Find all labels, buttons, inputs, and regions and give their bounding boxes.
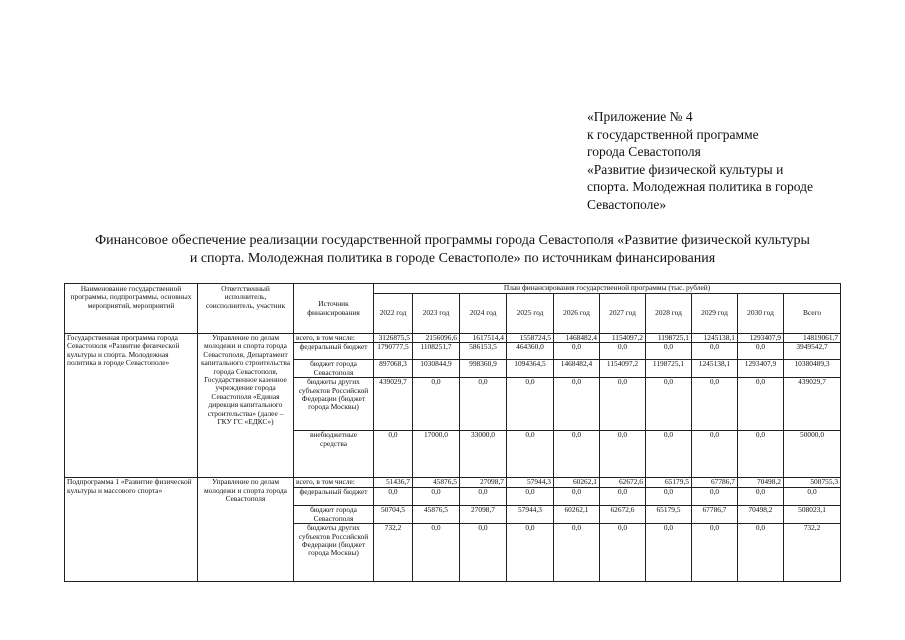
- year-value-cell: 1468482,4: [554, 334, 600, 343]
- header-year: 2029 год: [692, 294, 738, 334]
- year-value-cell: 0,0: [554, 431, 600, 478]
- year-value-cell: 0,0: [738, 488, 784, 506]
- year-value-cell: 0,0: [413, 488, 460, 506]
- funding-source-cell: бюджет города Севастополя: [294, 506, 374, 524]
- year-value-cell: 439029,7: [374, 378, 413, 431]
- total-value-cell: 50000,0: [784, 431, 841, 478]
- header-year: 2022 год: [374, 294, 413, 334]
- year-value-cell: 1030844,9: [413, 360, 460, 378]
- year-value-cell: 1198725,1: [646, 360, 692, 378]
- year-value-cell: 17000,0: [413, 431, 460, 478]
- header-year: 2030 год: [738, 294, 784, 334]
- year-value-cell: 3126875,5: [374, 334, 413, 343]
- year-value-cell: 27098,7: [460, 478, 507, 488]
- year-value-cell: 1790777,5: [374, 343, 413, 360]
- year-value-cell: 0,0: [413, 378, 460, 431]
- funding-source-cell: бюджеты других субъектов Российской Федерации (бюджет города Москвы): [294, 524, 374, 582]
- funding-source-cell: бюджеты других субъектов Российской Федерации (бюджет города Москвы): [294, 378, 374, 431]
- document-title: [40, 232, 865, 268]
- total-value-cell: 3949542,7: [784, 343, 841, 360]
- appendix-line: к государственной программе: [587, 126, 759, 142]
- year-value-cell: 1558724,5: [507, 334, 554, 343]
- responsible-cell: Управление по делам молодежи и спорта города Севастополя, Департамент капитального строительства города Севастополя, Государственное казенное учреждение города Севастополя «Единая дирекция капитального строительства» (далее – ГКУ ГС «ЕДКС»): [198, 334, 294, 478]
- year-value-cell: 0,0: [646, 343, 692, 360]
- year-value-cell: 0,0: [460, 378, 507, 431]
- year-value-cell: 0,0: [600, 524, 646, 582]
- year-value-cell: 67786,7: [692, 478, 738, 488]
- year-value-cell: 897068,3: [374, 360, 413, 378]
- year-value-cell: 1468482,4: [554, 360, 600, 378]
- document-title-line: Финансовое обеспечение реализации государственной программы города Севастополя «Развитие физической культуры: [95, 233, 810, 248]
- total-value-cell: 0,0: [784, 488, 841, 506]
- appendix-line: «Приложение № 4: [587, 109, 693, 124]
- total-value-cell: 732,2: [784, 524, 841, 582]
- year-value-cell: 0,0: [738, 524, 784, 582]
- year-value-cell: 0,0: [460, 524, 507, 582]
- year-value-cell: 0,0: [738, 431, 784, 478]
- year-value-cell: 45876,5: [413, 506, 460, 524]
- appendix-line: «Развитие физической культуры и: [587, 161, 784, 177]
- header-source: Источник финансирования: [294, 284, 374, 334]
- year-value-cell: 0,0: [507, 524, 554, 582]
- year-value-cell: 67786,7: [692, 506, 738, 524]
- year-value-cell: 0,0: [646, 378, 692, 431]
- funding-source-cell: федеральный бюджет: [294, 343, 374, 360]
- total-value-cell: 439029,7: [784, 378, 841, 431]
- header-plan: План финансирования государственной программы (тыс. рублей): [374, 284, 841, 294]
- appendix-line: спорта. Молодежная политика в городе: [587, 179, 813, 194]
- year-value-cell: 57944,3: [507, 478, 554, 488]
- year-value-cell: 70498,2: [738, 478, 784, 488]
- header-total: Всего: [784, 294, 841, 334]
- year-value-cell: 0,0: [554, 378, 600, 431]
- year-value-cell: 0,0: [413, 524, 460, 582]
- year-value-cell: 1245138,1: [692, 360, 738, 378]
- year-value-cell: 0,0: [600, 488, 646, 506]
- year-value-cell: 0,0: [460, 488, 507, 506]
- year-value-cell: 51436,7: [374, 478, 413, 488]
- table-row: [65, 478, 841, 488]
- year-value-cell: 0,0: [554, 343, 600, 360]
- year-value-cell: 464360,0: [507, 343, 554, 360]
- year-value-cell: 0,0: [646, 488, 692, 506]
- appendix-line: Севастополе»: [587, 196, 667, 212]
- total-value-cell: 14819061,7: [784, 334, 841, 343]
- year-value-cell: 0,0: [374, 431, 413, 478]
- year-value-cell: 0,0: [646, 431, 692, 478]
- program-name-cell: Государственная программа города Севастополя «Развитие физической культуры и спорта. Молодежная политика в городе Севастополе»: [65, 334, 198, 478]
- header-year: 2023 год: [413, 294, 460, 334]
- year-value-cell: 1154097,2: [600, 360, 646, 378]
- year-value-cell: 1293407,9: [738, 334, 784, 343]
- header-year: 2026 год: [554, 294, 600, 334]
- year-value-cell: 62672,6: [600, 478, 646, 488]
- funding-source-cell: федеральный бюджет: [294, 488, 374, 506]
- responsible-cell: Управление по делам молодежи и спорта города Севастополя: [198, 478, 294, 582]
- financing-table-body: [65, 334, 841, 582]
- header-year: 2028 год: [646, 294, 692, 334]
- year-value-cell: 0,0: [507, 488, 554, 506]
- year-value-cell: 57944,3: [507, 506, 554, 524]
- financing-table: [64, 283, 841, 582]
- year-value-cell: 50704,5: [374, 506, 413, 524]
- funding-source-cell: всего, в том числе:: [294, 478, 374, 488]
- year-value-cell: 0,0: [600, 378, 646, 431]
- header-name: Наименование государственной программы, подпрограммы, основных мероприятий, мероприятий: [65, 284, 198, 334]
- year-value-cell: 0,0: [692, 524, 738, 582]
- year-value-cell: 0,0: [738, 343, 784, 360]
- year-value-cell: 27098,7: [460, 506, 507, 524]
- year-value-cell: 0,0: [600, 343, 646, 360]
- year-value-cell: 2156096,6: [413, 334, 460, 343]
- funding-source-cell: внебюджетные средства: [294, 431, 374, 478]
- year-value-cell: 0,0: [692, 431, 738, 478]
- total-value-cell: 508755,3: [784, 478, 841, 488]
- year-value-cell: 0,0: [738, 378, 784, 431]
- year-value-cell: 0,0: [692, 343, 738, 360]
- year-value-cell: 70498,2: [738, 506, 784, 524]
- total-value-cell: 10380489,3: [784, 360, 841, 378]
- year-value-cell: 0,0: [692, 378, 738, 431]
- year-value-cell: 65179,5: [646, 506, 692, 524]
- header-year: 2027 год: [600, 294, 646, 334]
- funding-source-cell: бюджет города Севастополя: [294, 360, 374, 378]
- year-value-cell: 732,2: [374, 524, 413, 582]
- document-title-line: и спорта. Молодежная политика в городе Севастополе» по источникам финансирования: [189, 251, 716, 266]
- year-value-cell: 998360,9: [460, 360, 507, 378]
- program-name-cell: Подпрограмма 1 «Развитие физической культуры и массового спорта»: [65, 478, 198, 582]
- header-year: 2025 год: [507, 294, 554, 334]
- year-value-cell: 0,0: [507, 378, 554, 431]
- year-value-cell: 586153,5: [460, 343, 507, 360]
- year-value-cell: 1094364,5: [507, 360, 554, 378]
- year-value-cell: 1245138,1: [692, 334, 738, 343]
- year-value-cell: 0,0: [507, 431, 554, 478]
- year-value-cell: 1108251,7: [413, 343, 460, 360]
- funding-source-cell: всего, в том числе:: [294, 334, 374, 343]
- year-value-cell: 65179,5: [646, 478, 692, 488]
- table-row: [65, 334, 841, 343]
- year-value-cell: 1154097,2: [600, 334, 646, 343]
- year-value-cell: 0,0: [692, 488, 738, 506]
- year-value-cell: 60262,1: [554, 478, 600, 488]
- header-year: 2024 год: [460, 294, 507, 334]
- year-value-cell: 0,0: [646, 524, 692, 582]
- year-value-cell: 33000,0: [460, 431, 507, 478]
- year-value-cell: 1617514,4: [460, 334, 507, 343]
- appendix-line: города Севастополя: [587, 144, 701, 159]
- appendix-header: [587, 108, 887, 213]
- year-value-cell: 0,0: [554, 524, 600, 582]
- year-value-cell: 0,0: [374, 488, 413, 506]
- year-value-cell: 1293407,9: [738, 360, 784, 378]
- total-value-cell: 508023,1: [784, 506, 841, 524]
- year-value-cell: 1198725,1: [646, 334, 692, 343]
- year-value-cell: 0,0: [600, 431, 646, 478]
- year-value-cell: 0,0: [554, 488, 600, 506]
- year-value-cell: 62672,6: [600, 506, 646, 524]
- header-responsible: Ответственный исполнитель, соисполнитель, участник: [198, 284, 294, 334]
- year-value-cell: 45876,5: [413, 478, 460, 488]
- year-value-cell: 60262,1: [554, 506, 600, 524]
